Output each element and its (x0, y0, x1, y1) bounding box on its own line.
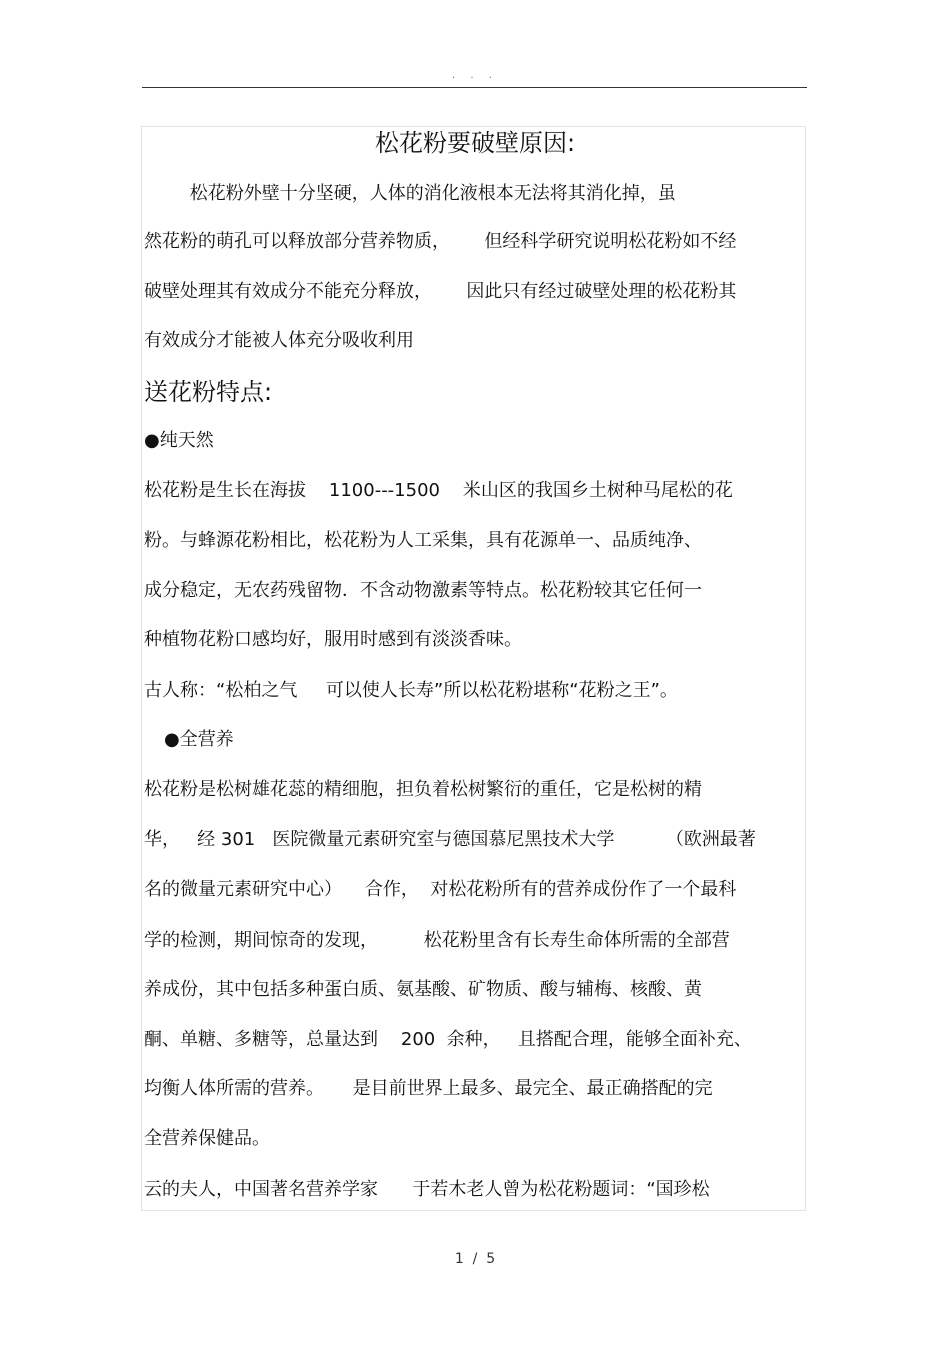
paragraph-line: 松花粉是松树雄花蕊的精细胞，担负着松树繁衍的重任，它是松树的精 (144, 779, 702, 800)
section-heading: 送花粉特点: (144, 378, 273, 406)
bullet-natural: ●纯天然 (144, 430, 214, 451)
paragraph-line: 成分稳定，无农药残留物．不含动物激素等特点。松花粉较其它任何一 (144, 580, 702, 601)
paragraph-line: 破壁处理其有效成分不能充分释放， 因此只有经过破壁处理的松花粉其 (144, 281, 737, 302)
paragraph-line: 均衡人体所需的营养。 是目前世界上最多、最完全、最正确搭配的完 (144, 1078, 713, 1099)
header-rule (142, 87, 807, 88)
paragraph-line: 有效成分才能被人体充分吸收利用 (144, 330, 414, 351)
paragraph-line: 名的微量元素研究中心） 合作， 对松花粉所有的营养成份作了一个最科 (144, 879, 737, 900)
bullet-nutrition: ●全营养 (164, 729, 234, 750)
paragraph-line: 古人称：“松柏之气 可以使人长寿”所以松花粉堪称“花粉之王”。 (144, 680, 678, 701)
page-title: 松花粉要破壁原因: (374, 129, 576, 157)
paragraph-line: 松花粉外壁十分坚硬，人体的消化液根本无法将其消化掉，虽 (144, 183, 676, 204)
paragraph-line: 云的夫人，中国著名营养学家 于若木老人曾为松花粉题词：“国珍松 (144, 1179, 710, 1200)
header-mark: . . . (452, 70, 498, 81)
paragraph-line: 学的检测，期间惊奇的发现， 松花粉里含有长寿生命体所需的全部营 (144, 930, 730, 951)
page-number: 1 / 5 (454, 1251, 496, 1267)
paragraph-line: 然花粉的萌孔可以释放部分营养物质， 但经科学研究说明松花粉如不经 (144, 231, 737, 252)
paragraph-line: 松花粉是生长在海拔 1100---1500 米山区的我国乡土树种马尾松的花 (144, 480, 733, 501)
paragraph-line: 酮、单糖、多糖等，总量达到 200 余种， 且搭配合理，能够全面补充、 (144, 1029, 752, 1050)
paragraph-line: 种植物花粉口感均好，服用时感到有淡淡香味。 (144, 629, 522, 650)
paragraph-line: 养成份，其中包括多种蛋白质、氨基酸、矿物质、酸与辅梅、核酸、黄 (144, 979, 702, 1000)
paragraph-line: 华， 经 301 医院微量元素研究室与德国慕尼黑技术大学 （欧洲最著 (144, 829, 756, 850)
paragraph-line: 粉。与蜂源花粉相比，松花粉为人工采集，具有花源单一、品质纯净、 (144, 530, 702, 551)
paragraph-line: 全营养保健品。 (144, 1128, 270, 1149)
